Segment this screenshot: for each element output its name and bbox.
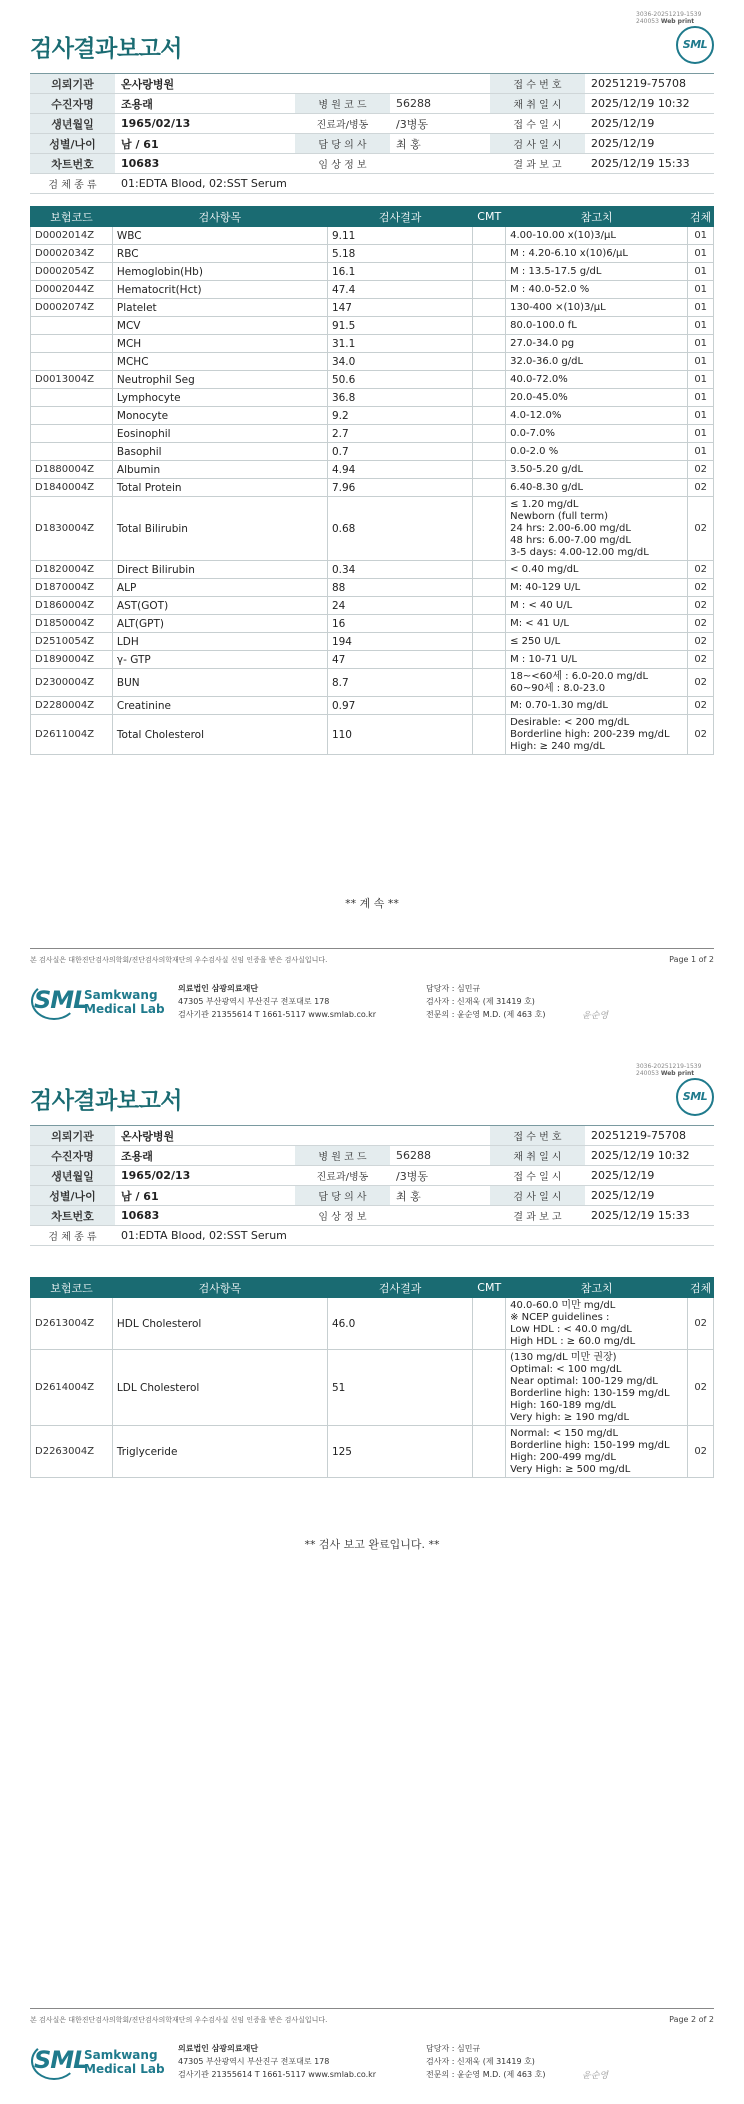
result-row [31, 579, 714, 597]
results-table: 보험코드 검사항목 검사결과 CMT 참고치 검체 D0002014Z WBC 9.11 4.00-10.00 x(10)3/μL 01 D0002034Z RBC 5.18 M : 4.20-6.10 x(10)6/μL 01 D0002054Z Hemoglobin(Hb) 16.1 M : 13.5-17.5 g/dL 01 D0002044Z Hematocrit(Hct) 47.4 M : 40.0-52.0 % 01 D0002074Z Platelet 147 130-400 ×(10)3/μL 01 MCV 91.5 80.0-100.0 fL 01 MCH 31.1 27.0-34.0 pg 01 MCHC 34.0 32.0-36.0 g/dL 01 D0013004Z Neutrophil Seg 50.6 40.0-72.0% 01 Lymphocyte 36.8 20.0-45.0% 01 Monocyte 9.2 4.0-12.0% 01 Eosinophil 2.7 0.0-7.0% 01 Basophil 0.7 0.0-2.0 % 01 D1880004Z Albumin 4.94 3.50-5.20 g/dL 02 D1840004Z Total Protein 7.96 6.40-8.30 g/dL 02 D1830004Z Total Bilirubin 0.68 ≤ 1.20 mg/dL Newborn (full term) 24 hrs: 2.00-6.00 mg/dL 48 hrs: 6.00-7.00 mg/dL 3-5 days: 4.00-12.00 mg/dL 02 D1820004Z Direct Bilirubin 0.34 < 0.40 mg/dL 02 D1870004Z ALP 88 M: 40-129 U/L 02 D1860004Z AST(GOT) 24 M : < 40 U/L 02 D1850004Z ALT(GPT) 16 M: < 41 U/L 02 D2510054Z LDH 194 ≤ 250 U/L 02 D1890004Z γ- GTP 47 M : 10-71 U/L 02 D2300004Z BUN 8.7 18~<60세 : 6.0-20.0 mg/dL 60~90세 : 8.0-23.0 02 D2280004Z Creatinine 0.97 M: 0.70-1.30 mg/dL 02 D2611004Z Total Cholesterol 110 Desirable: < 200 mg/dL Borderline high: 200-239 mg/dL High: ≥ 240 mg/dL 02 [30, 206, 714, 755]
specimen-code: 02 [688, 579, 714, 597]
insurance-code: D2510054Z [31, 633, 113, 651]
insurance-code: D2613004Z [31, 1298, 113, 1350]
clinical-info [390, 154, 490, 174]
reference-range [506, 561, 688, 579]
chart-no: 10683 [115, 1206, 295, 1226]
comment-cell [473, 407, 506, 425]
reference-range [506, 651, 688, 669]
requesting-org: 온사랑병원 [115, 1126, 490, 1146]
reference-line: 80.0-100.0 fL [510, 319, 577, 331]
insurance-code: D2263004Z [31, 1426, 113, 1478]
reference-range [506, 715, 688, 755]
test-date: 2025/12/19 [585, 134, 714, 154]
reference-line: M : 4.20-6.10 x(10)6/μL [510, 247, 628, 259]
result-row [31, 597, 714, 615]
continue-note: ** 계 속 ** [345, 897, 399, 910]
sml-logo-icon: SML [676, 26, 714, 64]
test-result: 16 [327, 615, 472, 633]
comment-cell [473, 669, 506, 697]
result-row [31, 1426, 714, 1478]
patient-info-table: 의뢰기관 온사랑병원 접 수 번 호 20251219-75708 수진자명 조용래 병 원 코 드 56288 채 취 일 시 2025/12/19 10:32 생년월일 1965/02/13 진료과/병동 /3병동 접 수 일 시 2025/12/19 성별/나이 남 / 61 담 당 의 사 최 홍 검 사 일 시 2025/12/19 차트번호 10683 임 상 정 보 결 과 보 고 2025/12/19 15:33 검 체 종 류 01:EDTA Blood, 02:SST Serum [30, 1125, 714, 1246]
comment-cell [473, 1298, 506, 1350]
sex-age: 남 / 61 [115, 134, 295, 154]
specimen-code: 01 [688, 335, 714, 353]
result-row [31, 371, 714, 389]
reference-line: ≤ 250 U/L [510, 635, 561, 647]
result-row [31, 633, 714, 651]
reference-range [506, 615, 688, 633]
test-item: MCV [112, 317, 327, 335]
doctor: 최 홍 [390, 1186, 490, 1206]
reference-line: 48 hrs: 6.00-7.00 mg/dL [510, 534, 631, 546]
insurance-code: D2300004Z [31, 669, 113, 697]
result-row [31, 227, 714, 245]
test-result: 125 [327, 1426, 472, 1478]
insurance-code: D0002054Z [31, 263, 113, 281]
page-number: Page 2 of 2 [669, 2015, 714, 2024]
staff-info: 담당자 : 심민규 검사자 : 신재욱 (제 31419 호) 전문의 : 윤순영 M.D. (제 463 호) [426, 2044, 546, 2079]
result-row [31, 245, 714, 263]
result-row [31, 461, 714, 479]
reference-line: 40.0-72.0% [510, 373, 568, 385]
insurance-code: D0013004Z [31, 371, 113, 389]
insurance-code: D0002034Z [31, 245, 113, 263]
reference-range [506, 443, 688, 461]
reference-line: 4.0-12.0% [510, 409, 562, 421]
reference-line: Desirable: < 200 mg/dL [510, 716, 630, 728]
result-row [31, 1350, 714, 1426]
result-row [31, 1298, 714, 1350]
reference-line: Near optimal: 100-129 mg/dL [510, 1375, 658, 1387]
specimen-code: 01 [688, 407, 714, 425]
doctor: 최 홍 [390, 134, 490, 154]
receipt-date: 2025/12/19 [585, 1166, 714, 1186]
reference-range [506, 263, 688, 281]
comment-cell [473, 317, 506, 335]
comment-cell [473, 335, 506, 353]
test-result: 16.1 [327, 263, 472, 281]
specimen-code: 01 [688, 443, 714, 461]
comment-cell [473, 299, 506, 317]
test-item: Platelet [112, 299, 327, 317]
reference-range [506, 227, 688, 245]
specimen-code: 02 [688, 597, 714, 615]
reference-line: 24 hrs: 2.00-6.00 mg/dL [510, 522, 631, 534]
reference-range [506, 299, 688, 317]
reference-range [506, 335, 688, 353]
report-title: 검사결과보고서 [30, 1088, 183, 1114]
receipt-no: 20251219-75708 [585, 1126, 714, 1146]
insurance-code: D1880004Z [31, 461, 113, 479]
test-result: 5.18 [327, 245, 472, 263]
reference-line: 0.0-7.0% [510, 427, 556, 439]
comment-cell [473, 651, 506, 669]
results-table: 보험코드 검사항목 검사결과 CMT 참고치 검체 D2613004Z HDL Cholesterol 46.0 40.0-60.0 미만 mg/dL ※ NCEP guidelines : Low HDL : < 40.0 mg/dL High HDL : ≥ 60.0 mg/dL 02 D2614004Z LDL Cholesterol 51 (130 mg/dL 미만 권장) Optimal: < 100 mg/dL Near optimal: 100-129 mg/dL Borderline high: 130-159 mg/dL High: 160-189 mg/dL Very high: ≥ 190 mg/dL 02 D2263004Z Triglyceride 125 Normal: < 150 mg/dL Borderline high: 150-199 mg/dL High: 200-499 mg/dL Very High: ≥ 500 mg/dL 02 [30, 1277, 714, 1478]
result-row [31, 615, 714, 633]
reference-range [506, 407, 688, 425]
result-row [31, 715, 714, 755]
reference-line: Very high: ≥ 190 mg/dL [510, 1411, 630, 1423]
reference-range [506, 1350, 688, 1426]
test-result: 4.94 [327, 461, 472, 479]
insurance-code: D1830004Z [31, 497, 113, 561]
test-item: MCH [112, 335, 327, 353]
result-row [31, 561, 714, 579]
patient-name: 조용래 [115, 94, 295, 114]
patient-info-table: 의뢰기관 온사랑병원 접 수 번 호 20251219-75708 수진자명 조용래 병 원 코 드 56288 채 취 일 시 2025/12/19 10:32 생년월일 1965/02/13 진료과/병동 /3병동 접 수 일 시 2025/12/19 성별/나이 남 / 61 담 당 의 사 최 홍 검 사 일 시 2025/12/19 차트번호 10683 임 상 정 보 결 과 보 고 2025/12/19 15:33 검 체 종 류 01:EDTA Blood, 02:SST Serum [30, 73, 714, 194]
test-result: 8.7 [327, 669, 472, 697]
reference-line: Newborn (full term) [510, 510, 608, 522]
reference-line: 20.0-45.0% [510, 391, 568, 403]
result-row [31, 669, 714, 697]
comment-cell [473, 615, 506, 633]
reference-range [506, 245, 688, 263]
test-result: 2.7 [327, 425, 472, 443]
reference-line: M : 13.5-17.5 g/dL [510, 265, 602, 277]
test-item: MCHC [112, 353, 327, 371]
insurance-code [31, 353, 113, 371]
comment-cell [473, 1426, 506, 1478]
reference-line: 130-400 ×(10)3/μL [510, 301, 606, 313]
reference-range [506, 579, 688, 597]
result-row [31, 353, 714, 371]
insurance-code [31, 443, 113, 461]
result-row [31, 299, 714, 317]
insurance-code: D0002074Z [31, 299, 113, 317]
reference-line: M : < 40 U/L [510, 599, 573, 611]
insurance-code: D0002014Z [31, 227, 113, 245]
test-item: Neutrophil Seg [112, 371, 327, 389]
reference-range [506, 697, 688, 715]
page-number: Page 1 of 2 [669, 955, 714, 964]
reference-line: Borderline high: 130-159 mg/dL [510, 1387, 670, 1399]
specimen-code: 02 [688, 461, 714, 479]
test-item: HDL Cholesterol [112, 1298, 327, 1350]
specimen-code: 02 [688, 1350, 714, 1426]
reference-range [506, 479, 688, 497]
insurance-code: D1890004Z [31, 651, 113, 669]
test-item: Monocyte [112, 407, 327, 425]
test-result: 47.4 [327, 281, 472, 299]
reference-line: M: 0.70-1.30 mg/dL [510, 699, 608, 711]
comment-cell [473, 479, 506, 497]
specimen-code: 02 [688, 561, 714, 579]
insurance-code: D2614004Z [31, 1350, 113, 1426]
reference-range [506, 425, 688, 443]
insurance-code [31, 389, 113, 407]
report-date: 2025/12/19 15:33 [585, 1206, 714, 1226]
result-row [31, 697, 714, 715]
test-item: Total Protein [112, 479, 327, 497]
test-result: 46.0 [327, 1298, 472, 1350]
specimen-code: 02 [688, 479, 714, 497]
result-row [31, 651, 714, 669]
insurance-code [31, 317, 113, 335]
footer-note: 본 검사실은 대한진단검사의학회/진단검사의학재단의 우수검사실 신임 인증을 받은 검사실입니다. [30, 956, 328, 964]
reference-line: High: ≥ 240 mg/dL [510, 740, 605, 752]
reference-line: 0.0-2.0 % [510, 445, 559, 457]
result-row [31, 335, 714, 353]
clinical-info [390, 1206, 490, 1226]
test-item: Basophil [112, 443, 327, 461]
result-row [31, 497, 714, 561]
reference-line: Very High: ≥ 500 mg/dL [510, 1463, 631, 1475]
report-page-2 [0, 1052, 744, 2104]
comment-cell [473, 281, 506, 299]
specimen-code: 02 [688, 715, 714, 755]
test-item: BUN [112, 669, 327, 697]
result-row [31, 443, 714, 461]
reference-line: 40.0-60.0 미만 mg/dL [510, 1299, 616, 1311]
test-item: ALT(GPT) [112, 615, 327, 633]
comment-cell [473, 461, 506, 479]
test-item: Direct Bilirubin [112, 561, 327, 579]
comment-cell [473, 1350, 506, 1426]
test-item: LDH [112, 633, 327, 651]
report-title: 검사결과보고서 [30, 36, 183, 62]
patient-name: 조용래 [115, 1146, 295, 1166]
comment-cell [473, 697, 506, 715]
reference-line: < 0.40 mg/dL [510, 563, 579, 575]
specimen-code: 01 [688, 425, 714, 443]
test-item: Hemoglobin(Hb) [112, 263, 327, 281]
samkwang-logo: SML Samkwang Medical Lab [34, 982, 174, 1022]
receipt-date: 2025/12/19 [585, 114, 714, 134]
test-result: 7.96 [327, 479, 472, 497]
specimen-code: 02 [688, 633, 714, 651]
reference-line: ※ NCEP guidelines : [510, 1311, 610, 1323]
test-item: ALP [112, 579, 327, 597]
insurance-code: D1820004Z [31, 561, 113, 579]
specimen-code: 01 [688, 281, 714, 299]
test-result: 0.97 [327, 697, 472, 715]
test-item: LDL Cholesterol [112, 1350, 327, 1426]
reference-line: High: 200-499 mg/dL [510, 1451, 616, 1463]
insurance-code [31, 407, 113, 425]
reference-line: M : 10-71 U/L [510, 653, 577, 665]
test-item: Lymphocyte [112, 389, 327, 407]
test-result: 0.68 [327, 497, 472, 561]
reference-range [506, 461, 688, 479]
test-item: AST(GOT) [112, 597, 327, 615]
insurance-code [31, 425, 113, 443]
test-result: 9.2 [327, 407, 472, 425]
reference-range [506, 389, 688, 407]
specimen-code: 02 [688, 669, 714, 697]
test-date: 2025/12/19 [585, 1186, 714, 1206]
test-result: 51 [327, 1350, 472, 1426]
print-stamp: 3036-20251219-1539 240053 Web print [636, 1063, 702, 1077]
result-row [31, 389, 714, 407]
specimen-code: 02 [688, 651, 714, 669]
insurance-code: D1840004Z [31, 479, 113, 497]
test-result: 50.6 [327, 371, 472, 389]
result-row [31, 479, 714, 497]
specimen-code: 01 [688, 227, 714, 245]
reference-range [506, 1298, 688, 1350]
result-row [31, 263, 714, 281]
insurance-code: D2611004Z [31, 715, 113, 755]
sml-logo-icon: SML [676, 1078, 714, 1116]
reference-line: 6.40-8.30 g/dL [510, 481, 584, 493]
test-result: 88 [327, 579, 472, 597]
reference-line: High HDL : ≥ 60.0 mg/dL [510, 1335, 636, 1347]
test-result: 24 [327, 597, 472, 615]
reference-line: 60~90세 : 8.0-23.0 [510, 682, 606, 694]
lab-info: 의료법인 삼광의료재단 47305 부산광역시 부산진구 전포대로 178 검사기관 21355614 T 1661-5117 www.smlab.co.kr [178, 2044, 377, 2079]
test-result: 0.7 [327, 443, 472, 461]
comment-cell [473, 597, 506, 615]
comment-cell [473, 497, 506, 561]
footer-note: 본 검사실은 대한진단검사의학회/진단검사의학재단의 우수검사실 신임 인증을 받은 검사실입니다. [30, 2016, 328, 2024]
footer-divider [30, 948, 714, 949]
specimen-code: 02 [688, 497, 714, 561]
test-item: Total Cholesterol [112, 715, 327, 755]
report-date: 2025/12/19 15:33 [585, 154, 714, 174]
comment-cell [473, 443, 506, 461]
print-stamp: 3036-20251219-1539 240053 Web print [636, 11, 702, 25]
comment-cell [473, 579, 506, 597]
specimen-code: 02 [688, 615, 714, 633]
reference-range [506, 597, 688, 615]
test-item: WBC [112, 227, 327, 245]
reference-range [506, 633, 688, 651]
test-item: RBC [112, 245, 327, 263]
reference-range [506, 669, 688, 697]
result-row [31, 407, 714, 425]
insurance-code: D0002044Z [31, 281, 113, 299]
birth-date: 1965/02/13 [115, 114, 295, 134]
test-item: γ- GTP [112, 651, 327, 669]
comment-cell [473, 245, 506, 263]
specimen-code: 01 [688, 299, 714, 317]
test-result: 91.5 [327, 317, 472, 335]
specimen-code: 02 [688, 697, 714, 715]
comment-cell [473, 263, 506, 281]
insurance-code: D1860004Z [31, 597, 113, 615]
reference-line: M: 40-129 U/L [510, 581, 581, 593]
specimen-code: 01 [688, 263, 714, 281]
test-result: 36.8 [327, 389, 472, 407]
test-item: Albumin [112, 461, 327, 479]
insurance-code [31, 335, 113, 353]
specimen-code: 01 [688, 353, 714, 371]
reference-line: 32.0-36.0 g/dL [510, 355, 584, 367]
comment-cell [473, 389, 506, 407]
department: /3병동 [390, 1166, 490, 1186]
reference-range [506, 317, 688, 335]
reference-line: Optimal: < 100 mg/dL [510, 1363, 622, 1375]
result-row [31, 281, 714, 299]
reference-line: Borderline high: 200-239 mg/dL [510, 728, 670, 740]
specimen-code: 01 [688, 389, 714, 407]
samkwang-logo: SML Samkwang Medical Lab [34, 2042, 174, 2082]
comment-cell [473, 715, 506, 755]
test-result: 9.11 [327, 227, 472, 245]
lab-info: 의료법인 삼광의료재단 47305 부산광역시 부산진구 전포대로 178 검사기관 21355614 T 1661-5117 www.smlab.co.kr [178, 984, 377, 1019]
reference-line: 3.50-5.20 g/dL [510, 463, 584, 475]
specimen-code: 02 [688, 1426, 714, 1478]
comment-cell [473, 371, 506, 389]
test-item: Total Bilirubin [112, 497, 327, 561]
reference-line: 4.00-10.00 x(10)3/μL [510, 229, 616, 241]
collection-date: 2025/12/19 10:32 [585, 94, 714, 114]
complete-note: ** 검사 보고 완료입니다. ** [304, 1538, 440, 1551]
reference-line: Normal: < 150 mg/dL [510, 1427, 619, 1439]
signature: 윤순영 [582, 1011, 609, 1021]
test-result: 194 [327, 633, 472, 651]
test-result: 31.1 [327, 335, 472, 353]
reference-line: 27.0-34.0 pg [510, 337, 575, 349]
comment-cell [473, 633, 506, 651]
reference-line: ≤ 1.20 mg/dL [510, 498, 579, 510]
reference-line: Low HDL : < 40.0 mg/dL [510, 1323, 632, 1335]
reference-line: M : 40.0-52.0 % [510, 283, 590, 295]
comment-cell [473, 561, 506, 579]
specimen-code: 02 [688, 1298, 714, 1350]
footer-divider [30, 2008, 714, 2009]
insurance-code: D1870004Z [31, 579, 113, 597]
test-item: Creatinine [112, 697, 327, 715]
staff-info: 담당자 : 심민규 검사자 : 신재욱 (제 31419 호) 전문의 : 윤순영 M.D. (제 463 호) [426, 984, 546, 1019]
reference-line: 3-5 days: 4.00-12.00 mg/dL [510, 546, 649, 558]
hospital-code: 56288 [390, 1146, 490, 1166]
signature: 윤순영 [582, 2071, 609, 2081]
reference-line: Borderline high: 150-199 mg/dL [510, 1439, 670, 1451]
test-item: Hematocrit(Hct) [112, 281, 327, 299]
reference-range [506, 497, 688, 561]
test-item: Eosinophil [112, 425, 327, 443]
test-item: Triglyceride [112, 1426, 327, 1478]
reference-range [506, 353, 688, 371]
reference-range [506, 281, 688, 299]
hospital-code: 56288 [390, 94, 490, 114]
test-result: 147 [327, 299, 472, 317]
result-row [31, 317, 714, 335]
requesting-org: 온사랑병원 [115, 74, 490, 94]
specimen-code: 01 [688, 371, 714, 389]
reference-line: M: < 41 U/L [510, 617, 570, 629]
department: /3병동 [390, 114, 490, 134]
collection-date: 2025/12/19 10:32 [585, 1146, 714, 1166]
birth-date: 1965/02/13 [115, 1166, 295, 1186]
sex-age: 남 / 61 [115, 1186, 295, 1206]
comment-cell [473, 227, 506, 245]
test-result: 47 [327, 651, 472, 669]
result-row [31, 425, 714, 443]
test-result: 34.0 [327, 353, 472, 371]
specimen-types: 01:EDTA Blood, 02:SST Serum [115, 1226, 714, 1246]
insurance-code: D2280004Z [31, 697, 113, 715]
reference-range [506, 371, 688, 389]
chart-no: 10683 [115, 154, 295, 174]
test-result: 0.34 [327, 561, 472, 579]
insurance-code: D1850004Z [31, 615, 113, 633]
test-result: 110 [327, 715, 472, 755]
specimen-code: 01 [688, 317, 714, 335]
reference-line: High: 160-189 mg/dL [510, 1399, 616, 1411]
reference-line: 18~<60세 : 6.0-20.0 mg/dL [510, 670, 649, 682]
comment-cell [473, 425, 506, 443]
reference-line: (130 mg/dL 미만 권장) [510, 1351, 617, 1363]
reference-range [506, 1426, 688, 1478]
specimen-types: 01:EDTA Blood, 02:SST Serum [115, 174, 714, 194]
receipt-no: 20251219-75708 [585, 74, 714, 94]
specimen-code: 01 [688, 245, 714, 263]
comment-cell [473, 353, 506, 371]
